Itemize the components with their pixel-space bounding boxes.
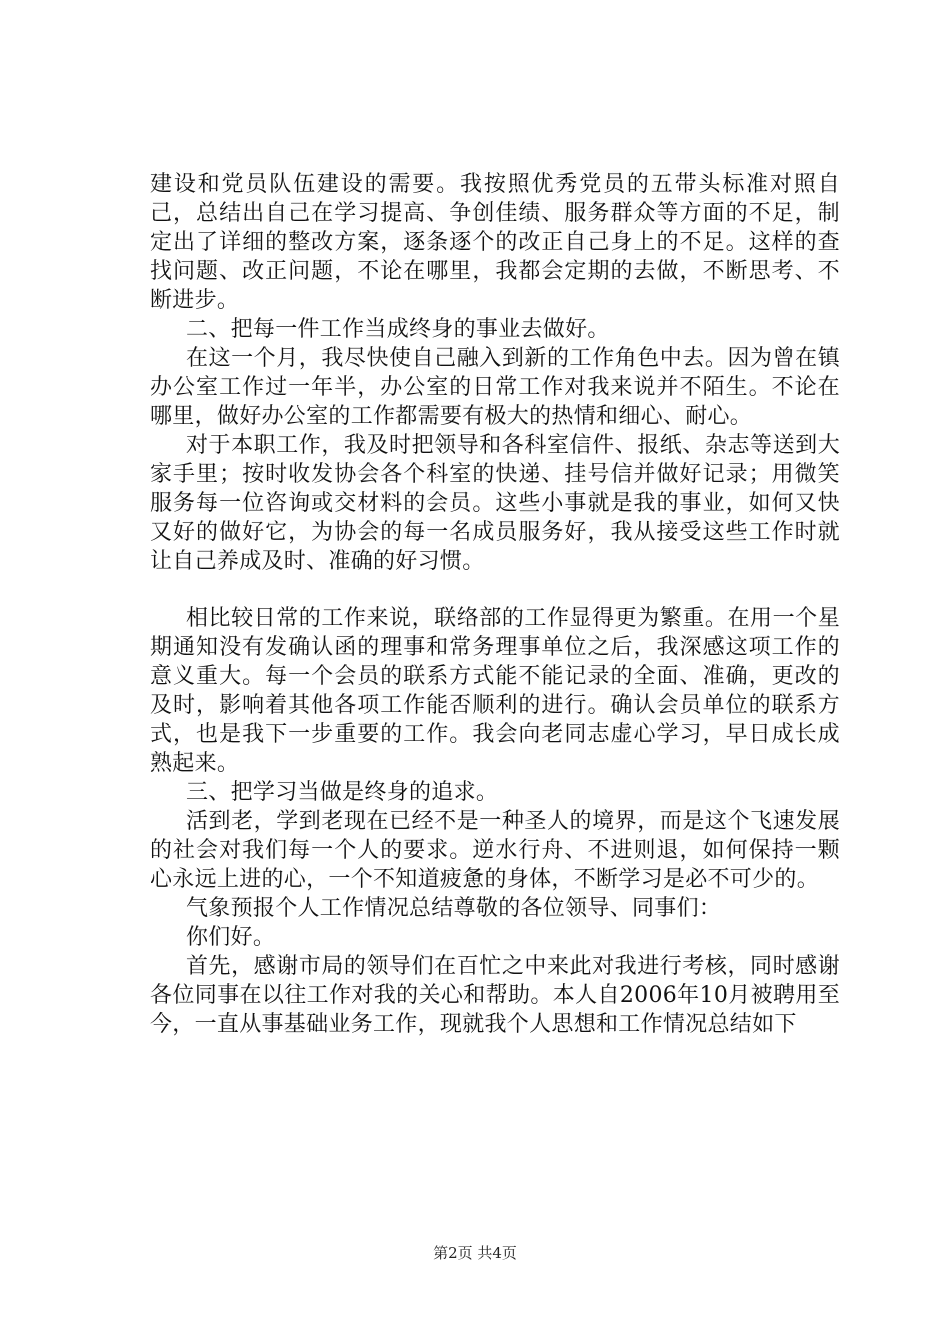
paragraph: 首先，感谢市局的领导们在百忙之中来此对我进行考核，同时感谢各位同事在以往工作对我的关心和帮助。本人自2006年10月被聘用至今，一直从事基础业务工作，现就我个人思想和工作情况总结如下 [150,954,840,1037]
report-title-line: 气象预报个人工作情况总结尊敬的各位领导、同事们： [186,896,722,921]
greeting-line: 你们好。 [186,925,276,950]
paragraph: 在这一个月，我尽快使自己融入到新的工作角色中去。因为曾在镇办公室工作过一年半，办公室的日常工作对我来说并不陌生。不论在哪里，做好办公室的工作都需要有极大的热情和细心、耐心。 [150,346,840,429]
document-body [150,170,840,1039]
section-heading-2: 二、把每一件工作当成终身的事业去做好。 [186,317,610,342]
section-heading-3: 三、把学习当做是终身的追求。 [186,780,499,805]
page-number-footer: 第2页 共4页 [433,1244,517,1262]
paragraph: 对于本职工作，我及时把领导和各科室信件、报纸、杂志等送到大家手里；按时收发协会各个科室的快递、挂号信并做好记录；用微笑服务每一位咨询或交材料的会员。这些小事就是我的事业，如何又快又好的做好它，为协会的每一名成员服务好，我从接受这些工作时就让自己养成及时、准确的好习惯。 [150,433,840,574]
paragraph-continuation: 建设和党员队伍建设的需要。我按照优秀党员的五带头标准对照自己，总结出自己在学习提高、争创佳绩、服务群众等方面的不足，制定出了详细的整改方案，逐条逐个的改正自己身上的不足。这样的查找问题、改正问题，不论在哪里，我都会定期的去做，不断思考、不断进步。 [150,172,840,313]
paragraph: 相比较日常的工作来说，联络部的工作显得更为繁重。在用一个星期通知没有发确认函的理事和常务理事单位之后，我深感这项工作的意义重大。每一个会员的联系方式能不能记录的全面、准确，更改的及时，影响着其他各项工作能否顺利的进行。确认会员单位的联系方式，也是我下一步重要的工作。我会向老同志虚心学习，早日成长成熟起来。 [150,606,840,776]
paragraph: 活到老，学到老现在已经不是一种圣人的境界，而是这个飞速发展的社会对我们每一个人的要求。逆水行舟、不进则退，如何保持一颗心永远上进的心，一个不知道疲惫的身体，不断学习是必不可少的。 [150,809,840,892]
